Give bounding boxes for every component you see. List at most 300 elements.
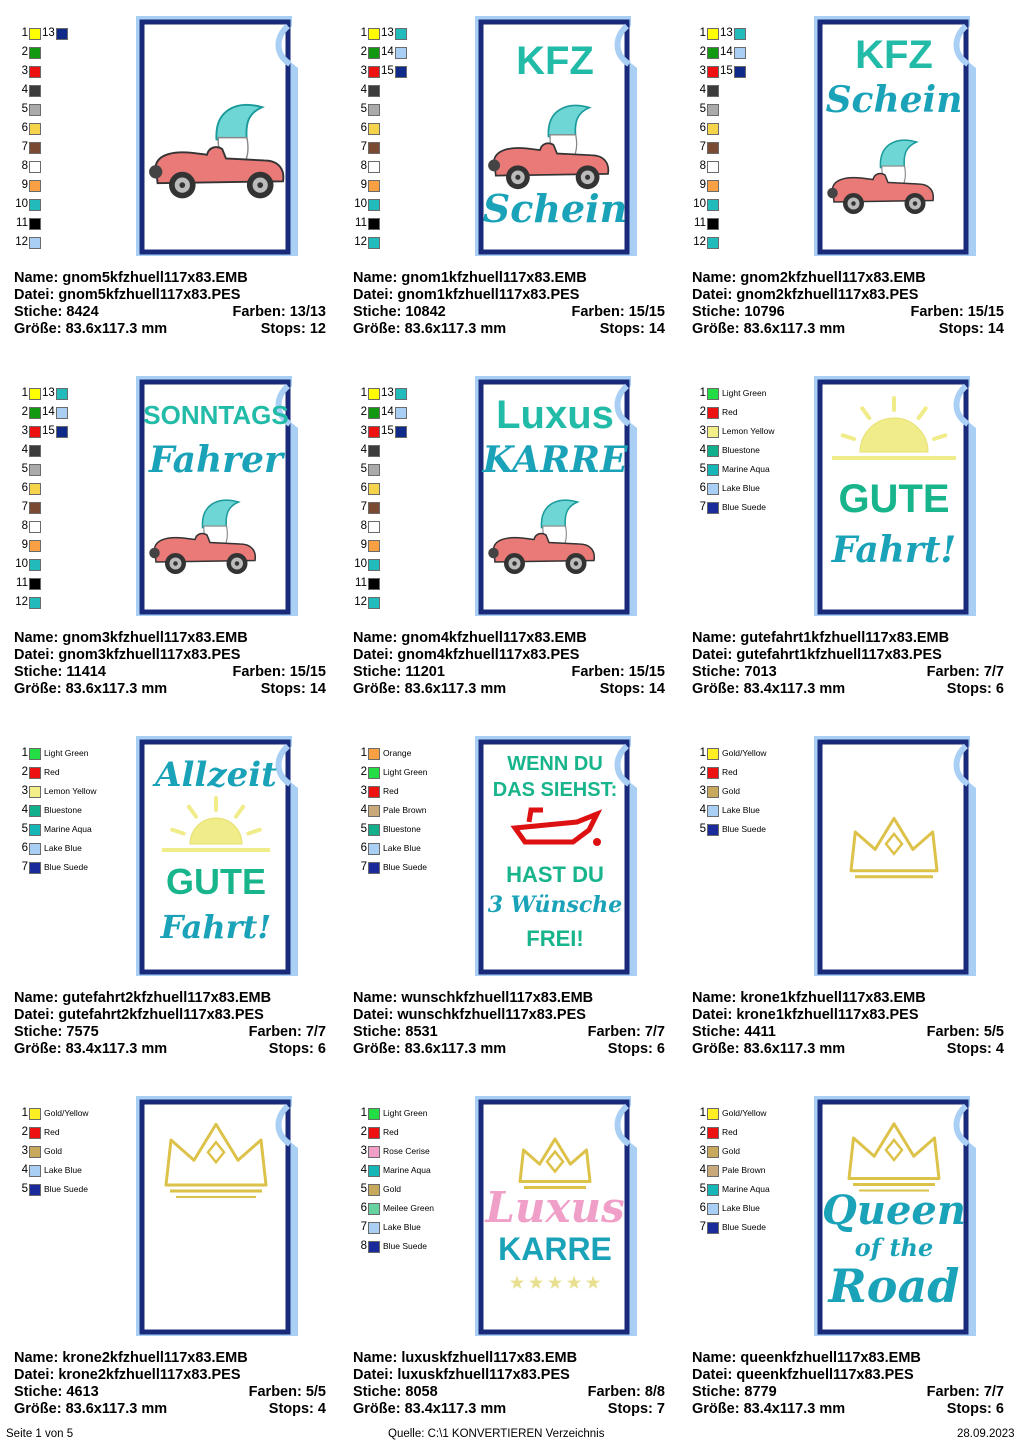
thread-number: 3	[699, 425, 706, 437]
stop-count: 4	[995, 1041, 1004, 1057]
design-size: 83.6x117.3 mm	[743, 1041, 846, 1057]
color-count: 7/7	[644, 1024, 665, 1040]
color-swatch	[29, 388, 41, 400]
card-text: ★	[547, 1275, 563, 1292]
design-preview[interactable]	[130, 1092, 305, 1340]
stop-count: 12	[309, 321, 326, 337]
color-swatch	[368, 748, 380, 760]
thread-number: 3	[21, 65, 28, 77]
thread-number: 2	[699, 46, 706, 58]
thread-number: 10	[354, 198, 367, 210]
thread-number: 9	[21, 539, 28, 551]
color-swatch	[707, 1146, 719, 1158]
card-text: Luxus	[496, 393, 614, 437]
thread-number: 14	[42, 406, 55, 418]
thread-number: 4	[699, 444, 706, 456]
design-size: 83.4x117.3 mm	[65, 1041, 168, 1057]
design-preview[interactable]	[808, 732, 983, 980]
thread-number: 10	[15, 198, 28, 210]
thread-color-name: Gold	[722, 1146, 740, 1156]
color-swatch	[29, 748, 41, 760]
thread-color-name: Light Green	[383, 1108, 428, 1118]
thread-color-row	[12, 763, 132, 782]
design-preview[interactable]	[130, 12, 305, 260]
color-swatch	[29, 767, 41, 779]
thread-color-name: Gold/Yellow	[44, 1108, 89, 1118]
thread-color-row	[12, 195, 132, 214]
thread-color-row	[12, 498, 132, 517]
size-label: Größe:	[14, 1041, 62, 1057]
card-text: ★	[528, 1275, 544, 1292]
thread-color-name: Orange	[383, 748, 412, 758]
design-info	[353, 990, 665, 1058]
card-text: KARRE	[498, 1231, 612, 1267]
design-card[interactable]	[678, 720, 1018, 1080]
thread-color-row	[690, 1180, 810, 1199]
thread-number: 15	[381, 425, 394, 437]
design-file: wunschkfzhuell117x83.PES	[397, 1007, 586, 1023]
thread-color-row	[690, 100, 810, 119]
colors-label: Farben:	[926, 664, 980, 680]
color-swatch	[29, 1184, 41, 1196]
color-swatch	[368, 862, 380, 874]
color-swatch	[29, 597, 41, 609]
stops-label: Stops:	[599, 321, 645, 337]
color-swatch	[368, 142, 380, 154]
design-card[interactable]	[339, 720, 679, 1080]
design-card[interactable]	[339, 360, 679, 720]
color-swatch	[29, 104, 41, 116]
thread-color-row	[351, 422, 471, 441]
thread-number: 5	[21, 823, 28, 835]
design-size: 83.4x117.3 mm	[404, 1401, 507, 1417]
thread-color-name: Lake Blue	[383, 843, 421, 853]
thread-number: 1	[360, 1107, 367, 1119]
stop-count: 14	[309, 681, 326, 697]
color-swatch	[707, 66, 719, 78]
card-text: Road	[828, 1259, 960, 1313]
design-preview[interactable]	[130, 372, 305, 620]
design-info	[692, 1350, 1004, 1418]
thread-color-row	[12, 214, 132, 233]
thread-color-list	[351, 1104, 471, 1256]
design-card[interactable]	[0, 1080, 340, 1440]
color-swatch	[368, 104, 380, 116]
stitches-label: Stiche:	[353, 664, 402, 680]
thread-color-row	[12, 81, 132, 100]
thread-color-row	[351, 157, 471, 176]
thread-number: 5	[699, 103, 706, 115]
stitches-label: Stiche:	[14, 304, 63, 320]
design-preview[interactable]	[469, 12, 644, 260]
color-swatch	[707, 407, 719, 419]
thread-number: 4	[699, 1164, 706, 1176]
color-swatch	[29, 66, 41, 78]
thread-color-row	[351, 24, 471, 43]
thread-number: 2	[360, 46, 367, 58]
color-swatch	[395, 47, 407, 59]
design-preview[interactable]	[130, 732, 305, 980]
design-size: 83.6x117.3 mm	[65, 681, 168, 697]
thread-color-row	[351, 62, 471, 81]
thread-color-list	[351, 24, 471, 252]
card-text: ★	[509, 1275, 525, 1292]
design-name: krone2kfzhuell117x83.EMB	[62, 1350, 248, 1366]
color-swatch	[29, 540, 41, 552]
page-footer	[0, 1428, 1024, 1446]
thread-number: 5	[21, 103, 28, 115]
thread-number: 14	[381, 406, 394, 418]
thread-color-row	[12, 839, 132, 858]
thread-color-name: Blue Suede	[383, 862, 427, 872]
thread-color-name: Blue Suede	[722, 502, 766, 512]
stop-count: 14	[648, 681, 665, 697]
thread-color-row	[12, 744, 132, 763]
thread-color-row	[351, 820, 471, 839]
thread-number: 2	[21, 46, 28, 58]
design-name: gnom1kfzhuell117x83.EMB	[401, 270, 587, 286]
thread-number: 1	[699, 1107, 706, 1119]
design-size: 83.4x117.3 mm	[743, 681, 846, 697]
thread-number: 2	[699, 766, 706, 778]
color-count: 7/7	[983, 1384, 1004, 1400]
thread-number: 4	[360, 84, 367, 96]
design-card[interactable]	[0, 720, 340, 1080]
thread-number: 2	[360, 766, 367, 778]
design-preview[interactable]	[808, 1092, 983, 1340]
card-text: Queen	[822, 1187, 966, 1234]
colors-label: Farben:	[587, 1024, 641, 1040]
design-name: krone1kfzhuell117x83.EMB	[740, 990, 926, 1006]
stops-label: Stops:	[607, 1401, 653, 1417]
thread-color-row	[690, 43, 810, 62]
thread-number: 10	[15, 558, 28, 570]
size-label: Größe:	[692, 321, 740, 337]
thread-color-name: Red	[44, 767, 60, 777]
thread-number: 7	[360, 1221, 367, 1233]
color-count: 13/13	[289, 304, 326, 320]
color-swatch	[707, 748, 719, 760]
design-name: gnom2kfzhuell117x83.EMB	[740, 270, 926, 286]
thread-color-row	[12, 62, 132, 81]
thread-number: 5	[699, 1183, 706, 1195]
thread-number: 10	[693, 198, 706, 210]
stitch-count: 7575	[66, 1024, 99, 1040]
thread-color-row	[351, 403, 471, 422]
color-count: 8/8	[644, 1384, 665, 1400]
size-label: Größe:	[353, 681, 401, 697]
color-swatch	[56, 426, 68, 438]
thread-color-list	[351, 384, 471, 612]
design-card[interactable]	[0, 360, 340, 720]
thread-color-name: Gold/Yellow	[722, 748, 767, 758]
thread-color-row	[12, 820, 132, 839]
color-swatch	[368, 199, 380, 211]
thread-number: 3	[360, 65, 367, 77]
thread-color-name: Red	[722, 1127, 738, 1137]
color-swatch	[368, 161, 380, 173]
design-preview[interactable]	[808, 12, 983, 260]
design-preview[interactable]	[808, 372, 983, 620]
color-swatch	[368, 597, 380, 609]
design-size: 83.6x117.3 mm	[404, 321, 507, 337]
thread-color-row	[690, 782, 810, 801]
thread-color-row	[690, 384, 810, 403]
card-text: ★	[566, 1275, 582, 1292]
thread-number: 5	[21, 1183, 28, 1195]
stop-count: 14	[987, 321, 1004, 337]
thread-number: 3	[21, 785, 28, 797]
design-info	[14, 630, 326, 698]
thread-color-row	[12, 441, 132, 460]
thread-number: 7	[699, 1221, 706, 1233]
thread-color-name: Red	[722, 767, 738, 777]
footer-page-number: Seite 1 von 5	[6, 1428, 74, 1440]
thread-number: 7	[21, 861, 28, 873]
colors-label: Farben:	[232, 664, 286, 680]
color-swatch	[707, 104, 719, 116]
thread-color-row	[690, 1123, 810, 1142]
color-swatch	[368, 237, 380, 249]
thread-color-row	[351, 119, 471, 138]
color-swatch	[368, 47, 380, 59]
thread-color-row	[690, 479, 810, 498]
color-swatch	[29, 1146, 41, 1158]
thread-number: 15	[720, 65, 733, 77]
thread-color-row	[690, 422, 810, 441]
thread-number: 1	[21, 387, 28, 399]
thread-color-row	[12, 157, 132, 176]
design-card[interactable]	[678, 0, 1018, 360]
color-swatch	[29, 180, 41, 192]
color-swatch	[29, 502, 41, 514]
thread-color-row	[12, 1161, 132, 1180]
color-swatch	[368, 445, 380, 457]
thread-color-row	[12, 555, 132, 574]
thread-number: 9	[360, 539, 367, 551]
color-swatch	[56, 28, 68, 40]
thread-color-list	[690, 1104, 810, 1237]
thread-color-name: Bluestone	[44, 805, 82, 815]
stitch-count: 11201	[405, 664, 445, 680]
thread-color-list	[12, 744, 132, 877]
design-file: gnom2kfzhuell117x83.PES	[736, 287, 919, 303]
design-card[interactable]	[339, 1080, 679, 1440]
card-text: KFZ	[855, 33, 933, 77]
file-label: Datei:	[14, 1367, 55, 1383]
thread-color-row	[12, 403, 132, 422]
thread-number: 1	[21, 27, 28, 39]
design-file: queenkfzhuell117x83.PES	[736, 1367, 914, 1383]
thread-color-row	[690, 138, 810, 157]
thread-number: 3	[699, 65, 706, 77]
color-swatch	[368, 502, 380, 514]
color-swatch	[368, 218, 380, 230]
thread-number: 8	[360, 520, 367, 532]
thread-color-row	[351, 1218, 471, 1237]
thread-color-name: Marine Aqua	[722, 1184, 770, 1194]
design-card[interactable]	[678, 360, 1018, 720]
color-count: 7/7	[983, 664, 1004, 680]
color-swatch	[707, 1203, 719, 1215]
name-label: Name:	[692, 270, 737, 286]
thread-number: 5	[360, 1183, 367, 1195]
thread-number: 7	[360, 141, 367, 153]
file-label: Datei:	[692, 1367, 733, 1383]
thread-color-row	[12, 43, 132, 62]
thread-number: 6	[360, 842, 367, 854]
color-swatch	[707, 786, 719, 798]
stitches-label: Stiche:	[353, 304, 402, 320]
thread-number: 11	[694, 217, 706, 229]
color-swatch	[707, 28, 719, 40]
name-label: Name:	[14, 1350, 59, 1366]
thread-number: 13	[381, 27, 394, 39]
color-swatch	[29, 483, 41, 495]
color-swatch	[368, 559, 380, 571]
design-file: gnom5kfzhuell117x83.PES	[58, 287, 241, 303]
stitch-count: 8531	[405, 1024, 438, 1040]
stitch-count: 8058	[405, 1384, 438, 1400]
thread-color-name: Light Green	[44, 748, 89, 758]
color-swatch	[29, 1165, 41, 1177]
thread-color-name: Blue Suede	[722, 824, 766, 834]
size-label: Größe:	[14, 321, 62, 337]
thread-color-name: Lake Blue	[44, 843, 82, 853]
color-swatch	[368, 407, 380, 419]
thread-color-row	[12, 1142, 132, 1161]
color-swatch	[368, 85, 380, 97]
stitch-count: 10796	[744, 304, 785, 320]
thread-color-row	[351, 43, 471, 62]
color-swatch	[368, 1146, 380, 1158]
thread-color-row	[690, 744, 810, 763]
design-card[interactable]	[339, 0, 679, 360]
color-swatch	[707, 47, 719, 59]
thread-number: 4	[699, 84, 706, 96]
thread-number: 6	[21, 482, 28, 494]
thread-color-list	[690, 744, 810, 839]
stops-label: Stops:	[946, 1041, 992, 1057]
color-swatch	[29, 843, 41, 855]
color-swatch	[29, 862, 41, 874]
design-preview[interactable]	[469, 372, 644, 620]
thread-number: 5	[360, 103, 367, 115]
color-swatch	[368, 540, 380, 552]
color-swatch	[707, 1127, 719, 1139]
design-card[interactable]	[0, 0, 340, 360]
thread-number: 12	[354, 236, 367, 248]
color-swatch	[734, 66, 746, 78]
thread-color-list	[12, 24, 132, 252]
thread-number: 5	[21, 463, 28, 475]
color-swatch	[29, 407, 41, 419]
thread-number: 6	[699, 1202, 706, 1214]
name-label: Name:	[353, 1350, 398, 1366]
design-info	[353, 630, 665, 698]
thread-number: 2	[21, 766, 28, 778]
design-preview[interactable]	[469, 732, 644, 980]
color-swatch	[368, 1222, 380, 1234]
size-label: Größe:	[14, 681, 62, 697]
footer-source: Quelle: C:\1 KONVERTIEREN Verzeichnis	[388, 1428, 605, 1440]
thread-color-name: Blue Suede	[383, 1241, 427, 1251]
thread-number: 15	[381, 65, 394, 77]
color-count: 15/15	[289, 664, 326, 680]
color-swatch	[707, 805, 719, 817]
size-label: Größe:	[692, 681, 740, 697]
thread-number: 4	[360, 1164, 367, 1176]
stop-count: 6	[317, 1041, 326, 1057]
thread-number: 5	[360, 463, 367, 475]
card-text: Fahrt!	[831, 529, 957, 571]
color-count: 7/7	[305, 1024, 326, 1040]
size-label: Größe:	[14, 1401, 62, 1417]
thread-color-row	[12, 422, 132, 441]
card-text: Schein	[482, 186, 628, 231]
color-swatch	[368, 28, 380, 40]
color-swatch	[707, 1222, 719, 1234]
thread-color-name: Lake Blue	[722, 805, 760, 815]
card-text: WENN DU	[507, 753, 603, 775]
color-swatch	[707, 161, 719, 173]
color-swatch	[707, 388, 719, 400]
thread-color-name: Red	[722, 407, 738, 417]
thread-number: 10	[354, 558, 367, 570]
design-card[interactable]	[678, 1080, 1018, 1440]
colors-label: Farben:	[232, 304, 286, 320]
thread-color-name: Marine Aqua	[44, 824, 92, 834]
file-label: Datei:	[692, 1007, 733, 1023]
thread-number: 1	[21, 1107, 28, 1119]
thread-color-row	[12, 384, 132, 403]
thread-color-row	[12, 593, 132, 612]
colors-label: Farben:	[926, 1384, 980, 1400]
design-size: 83.6x117.3 mm	[404, 1041, 507, 1057]
thread-color-row	[690, 1161, 810, 1180]
thread-number: 4	[360, 804, 367, 816]
thread-number: 13	[42, 27, 55, 39]
color-swatch	[707, 502, 719, 514]
thread-number: 3	[699, 785, 706, 797]
color-swatch	[368, 1203, 380, 1215]
design-file: gnom4kfzhuell117x83.PES	[397, 647, 580, 663]
file-label: Datei:	[692, 647, 733, 663]
color-swatch	[368, 426, 380, 438]
design-preview[interactable]	[469, 1092, 644, 1340]
name-label: Name:	[14, 990, 59, 1006]
color-swatch	[29, 123, 41, 135]
color-swatch	[707, 123, 719, 135]
thread-number: 15	[42, 425, 55, 437]
stitch-count: 8779	[744, 1384, 777, 1400]
name-label: Name:	[692, 630, 737, 646]
color-swatch	[29, 559, 41, 571]
thread-number: 11	[355, 577, 367, 589]
card-text: Schein	[825, 79, 963, 121]
stop-count: 14	[648, 321, 665, 337]
color-swatch	[29, 28, 41, 40]
thread-number: 1	[699, 387, 706, 399]
stitches-label: Stiche:	[14, 1384, 63, 1400]
color-swatch	[395, 407, 407, 419]
thread-color-row	[351, 441, 471, 460]
stop-count: 6	[656, 1041, 665, 1057]
stops-label: Stops:	[607, 1041, 653, 1057]
color-swatch	[707, 218, 719, 230]
thread-color-row	[351, 138, 471, 157]
thread-color-row	[690, 214, 810, 233]
